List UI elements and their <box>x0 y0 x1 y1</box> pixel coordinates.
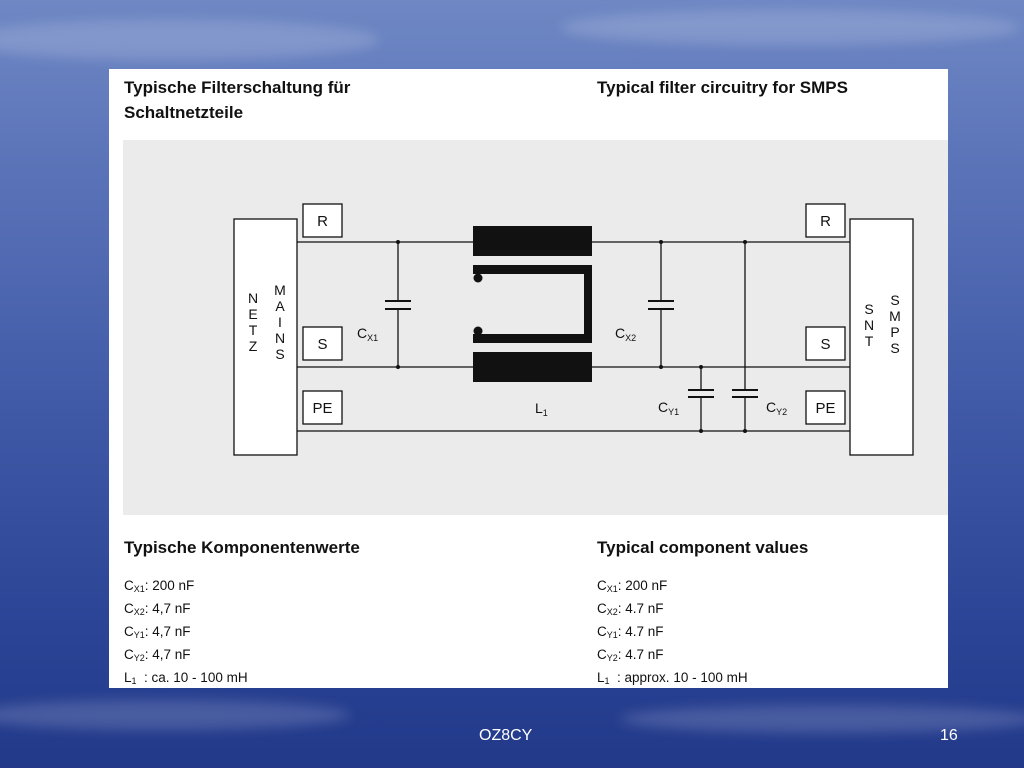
cx2-label: $C_{X2}$ <box>615 325 637 343</box>
choke-winding-top <box>473 226 592 256</box>
footer-author: OZ8CY <box>479 727 533 744</box>
component-value-row <box>124 622 248 645</box>
mains-block <box>234 219 297 455</box>
junction-dot <box>743 429 747 433</box>
component-symbol: C <box>597 624 607 639</box>
junction-dot <box>396 240 400 244</box>
component-value: : 200 nF <box>617 578 668 593</box>
terminal-r-right-label: R <box>820 213 831 230</box>
component-symbol: C <box>124 578 134 593</box>
component-subscript: Y2 <box>133 653 145 663</box>
heading-english: Typical filter circuitry for SMPS <box>597 78 848 97</box>
component-subscript: Y1 <box>606 630 618 640</box>
component-value: : 4,7 nF <box>144 647 191 662</box>
component-value-row <box>124 668 248 691</box>
terminal-pe-left-label: PE <box>312 400 333 417</box>
component-symbol: C <box>597 578 607 593</box>
cx1-label: $C_{X1}$ <box>357 325 379 343</box>
component-value: : 4.7 nF <box>617 624 664 639</box>
background-streak <box>0 700 350 730</box>
component-value-row <box>597 622 748 645</box>
junction-dot <box>699 429 703 433</box>
terminal-s-left-label: S <box>317 336 328 353</box>
choke-core <box>473 265 592 343</box>
component-value: : ca. 10 - 100 mH <box>136 670 248 685</box>
component-value-row <box>597 668 748 691</box>
choke-winding-bottom <box>473 352 592 382</box>
component-values-german <box>124 576 248 691</box>
component-symbol: C <box>124 601 134 616</box>
components-heading-english: Typical component values <box>597 538 809 557</box>
component-subscript: Y1 <box>133 630 145 640</box>
component-symbol: C <box>124 647 134 662</box>
circuit-diagram-area <box>123 140 948 515</box>
component-value: : approx. 10 - 100 mH <box>609 670 748 685</box>
smps-block <box>850 219 913 455</box>
junction-dot <box>659 365 663 369</box>
component-subscript: 1 <box>604 676 610 686</box>
component-subscript: X1 <box>133 584 145 594</box>
mains-label-german: N E T Z <box>247 290 259 354</box>
component-subscript: X1 <box>606 584 618 594</box>
component-value: : 200 nF <box>144 578 195 593</box>
component-value-row <box>124 576 248 599</box>
terminal-pe-right-label: PE <box>815 400 836 417</box>
component-value-row <box>597 645 748 668</box>
component-value: : 4.7 nF <box>617 601 664 616</box>
cy2-label: $C_{Y2}$ <box>766 399 788 417</box>
junction-dot <box>396 365 400 369</box>
component-symbol: L <box>124 670 132 685</box>
component-values-english <box>597 576 748 691</box>
choke-dot <box>474 327 483 336</box>
component-value-row <box>124 599 248 622</box>
junction-dot <box>659 240 663 244</box>
component-symbol: C <box>124 624 134 639</box>
components-heading-german: Typische Komponentenwerte <box>124 538 360 557</box>
page-number: 16 <box>940 727 958 744</box>
component-value: : 4.7 nF <box>617 647 664 662</box>
component-subscript: X2 <box>133 607 145 617</box>
smps-label-english: S M P S <box>889 292 901 356</box>
component-value-row <box>597 599 748 622</box>
figure-panel <box>109 69 948 688</box>
common-mode-choke <box>473 226 592 382</box>
component-symbol: C <box>597 601 607 616</box>
component-subscript: 1 <box>131 676 137 686</box>
terminal-r-left-label: R <box>317 213 328 230</box>
component-value-row <box>597 576 748 599</box>
heading-german: Typische Filterschaltung für Schaltnetzteile <box>124 78 351 122</box>
component-subscript: Y2 <box>606 653 618 663</box>
cy1-label: $C_{Y1}$ <box>658 399 680 417</box>
choke-dot <box>474 274 483 283</box>
component-value: : 4,7 nF <box>144 624 191 639</box>
component-subscript: X2 <box>606 607 618 617</box>
background-streak <box>620 705 1024 733</box>
filter-circuit-diagram <box>123 140 948 515</box>
component-value: : 4,7 nF <box>144 601 191 616</box>
background-streak <box>560 10 1020 45</box>
terminal-s-right-label: S <box>820 336 831 353</box>
background-streak <box>0 20 380 60</box>
smps-label-german: S N T <box>863 301 875 349</box>
junction-dot <box>743 240 747 244</box>
mains-label-english: M A I N S <box>274 282 286 362</box>
component-value-row <box>124 645 248 668</box>
l1-label: $L_1$ <box>535 400 548 418</box>
component-symbol: L <box>597 670 605 685</box>
component-symbol: C <box>597 647 607 662</box>
junction-dot <box>699 365 703 369</box>
